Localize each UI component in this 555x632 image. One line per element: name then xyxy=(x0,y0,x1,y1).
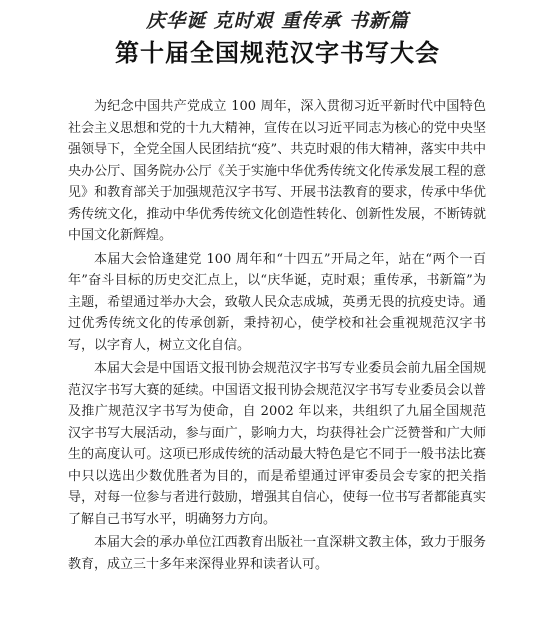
paragraph-purpose: 为纪念中国共产党成立 100 周年，深入贯彻习近平新时代中国特色社会主义思想和党的十九大精神，宣传在以习近平同志为核心的党中央坚强领导下，全党全国人民团结抗“疫”、共克时艰的伟大精神，落实中共中央办公厅、国务院办公厅《关于实施中华优秀传统文化传承发展工程的意见》和教育部关于加强规范汉字书写、开展书法教育的要求，传承中华优秀传统文化，推动中华优秀传统文化创造性转化、创新性发展，不断铸就中国文化新辉煌。 xyxy=(68,99,486,243)
document-body xyxy=(68,96,486,577)
document-subtitle: 庆华诞 克时艰 重传承 书新篇 xyxy=(146,10,409,32)
paragraph-theme: 本届大会恰逢建党 100 周年和“十四五”开局之年，站在“两个一百年”奋斗目标的历史交汇点上，以“庆华诞，克时艰；重传承，书新篇”为主题，希望通过举办大会，致敬人民众志成城，英勇无畏的抗疫史诗。通过优秀传统文化的传承创新，秉持初心，使学校和社会重视规范汉字书写，以字育人，树立文化自信。 xyxy=(68,251,486,353)
document-title: 第十届全国规范汉字书写大会 xyxy=(115,39,440,67)
paragraph-history: 本届大会是中国语文报刊协会规范汉字书写专业委员会前九届全国规范汉字书写大赛的延续。中国语文报刊协会规范汉字书写专业委员会以普及推广规范汉字书写为使命，自 2002 年以来，共组织了九届全国规范汉字书写大展活动，参与面广，影响力大，均获得社会广泛赞誉和广大师生的高度认可。这项已形成传统的活动最大特色是它不同于一般书法比赛中只以选出少数优胜者为目的，而是希望通过评审委员会专家的把关指导，对每一位参与者进行鼓励，增强其自信心，使每一位书写者都能真实了解自己书写水平，明确努力方向。 xyxy=(68,361,486,527)
paragraph-organizer: 本届大会的承办单位江西教育出版社一直深耕文教主体，致力于服务教育，成立三十多年来深得业界和读者认可。 xyxy=(68,535,486,572)
